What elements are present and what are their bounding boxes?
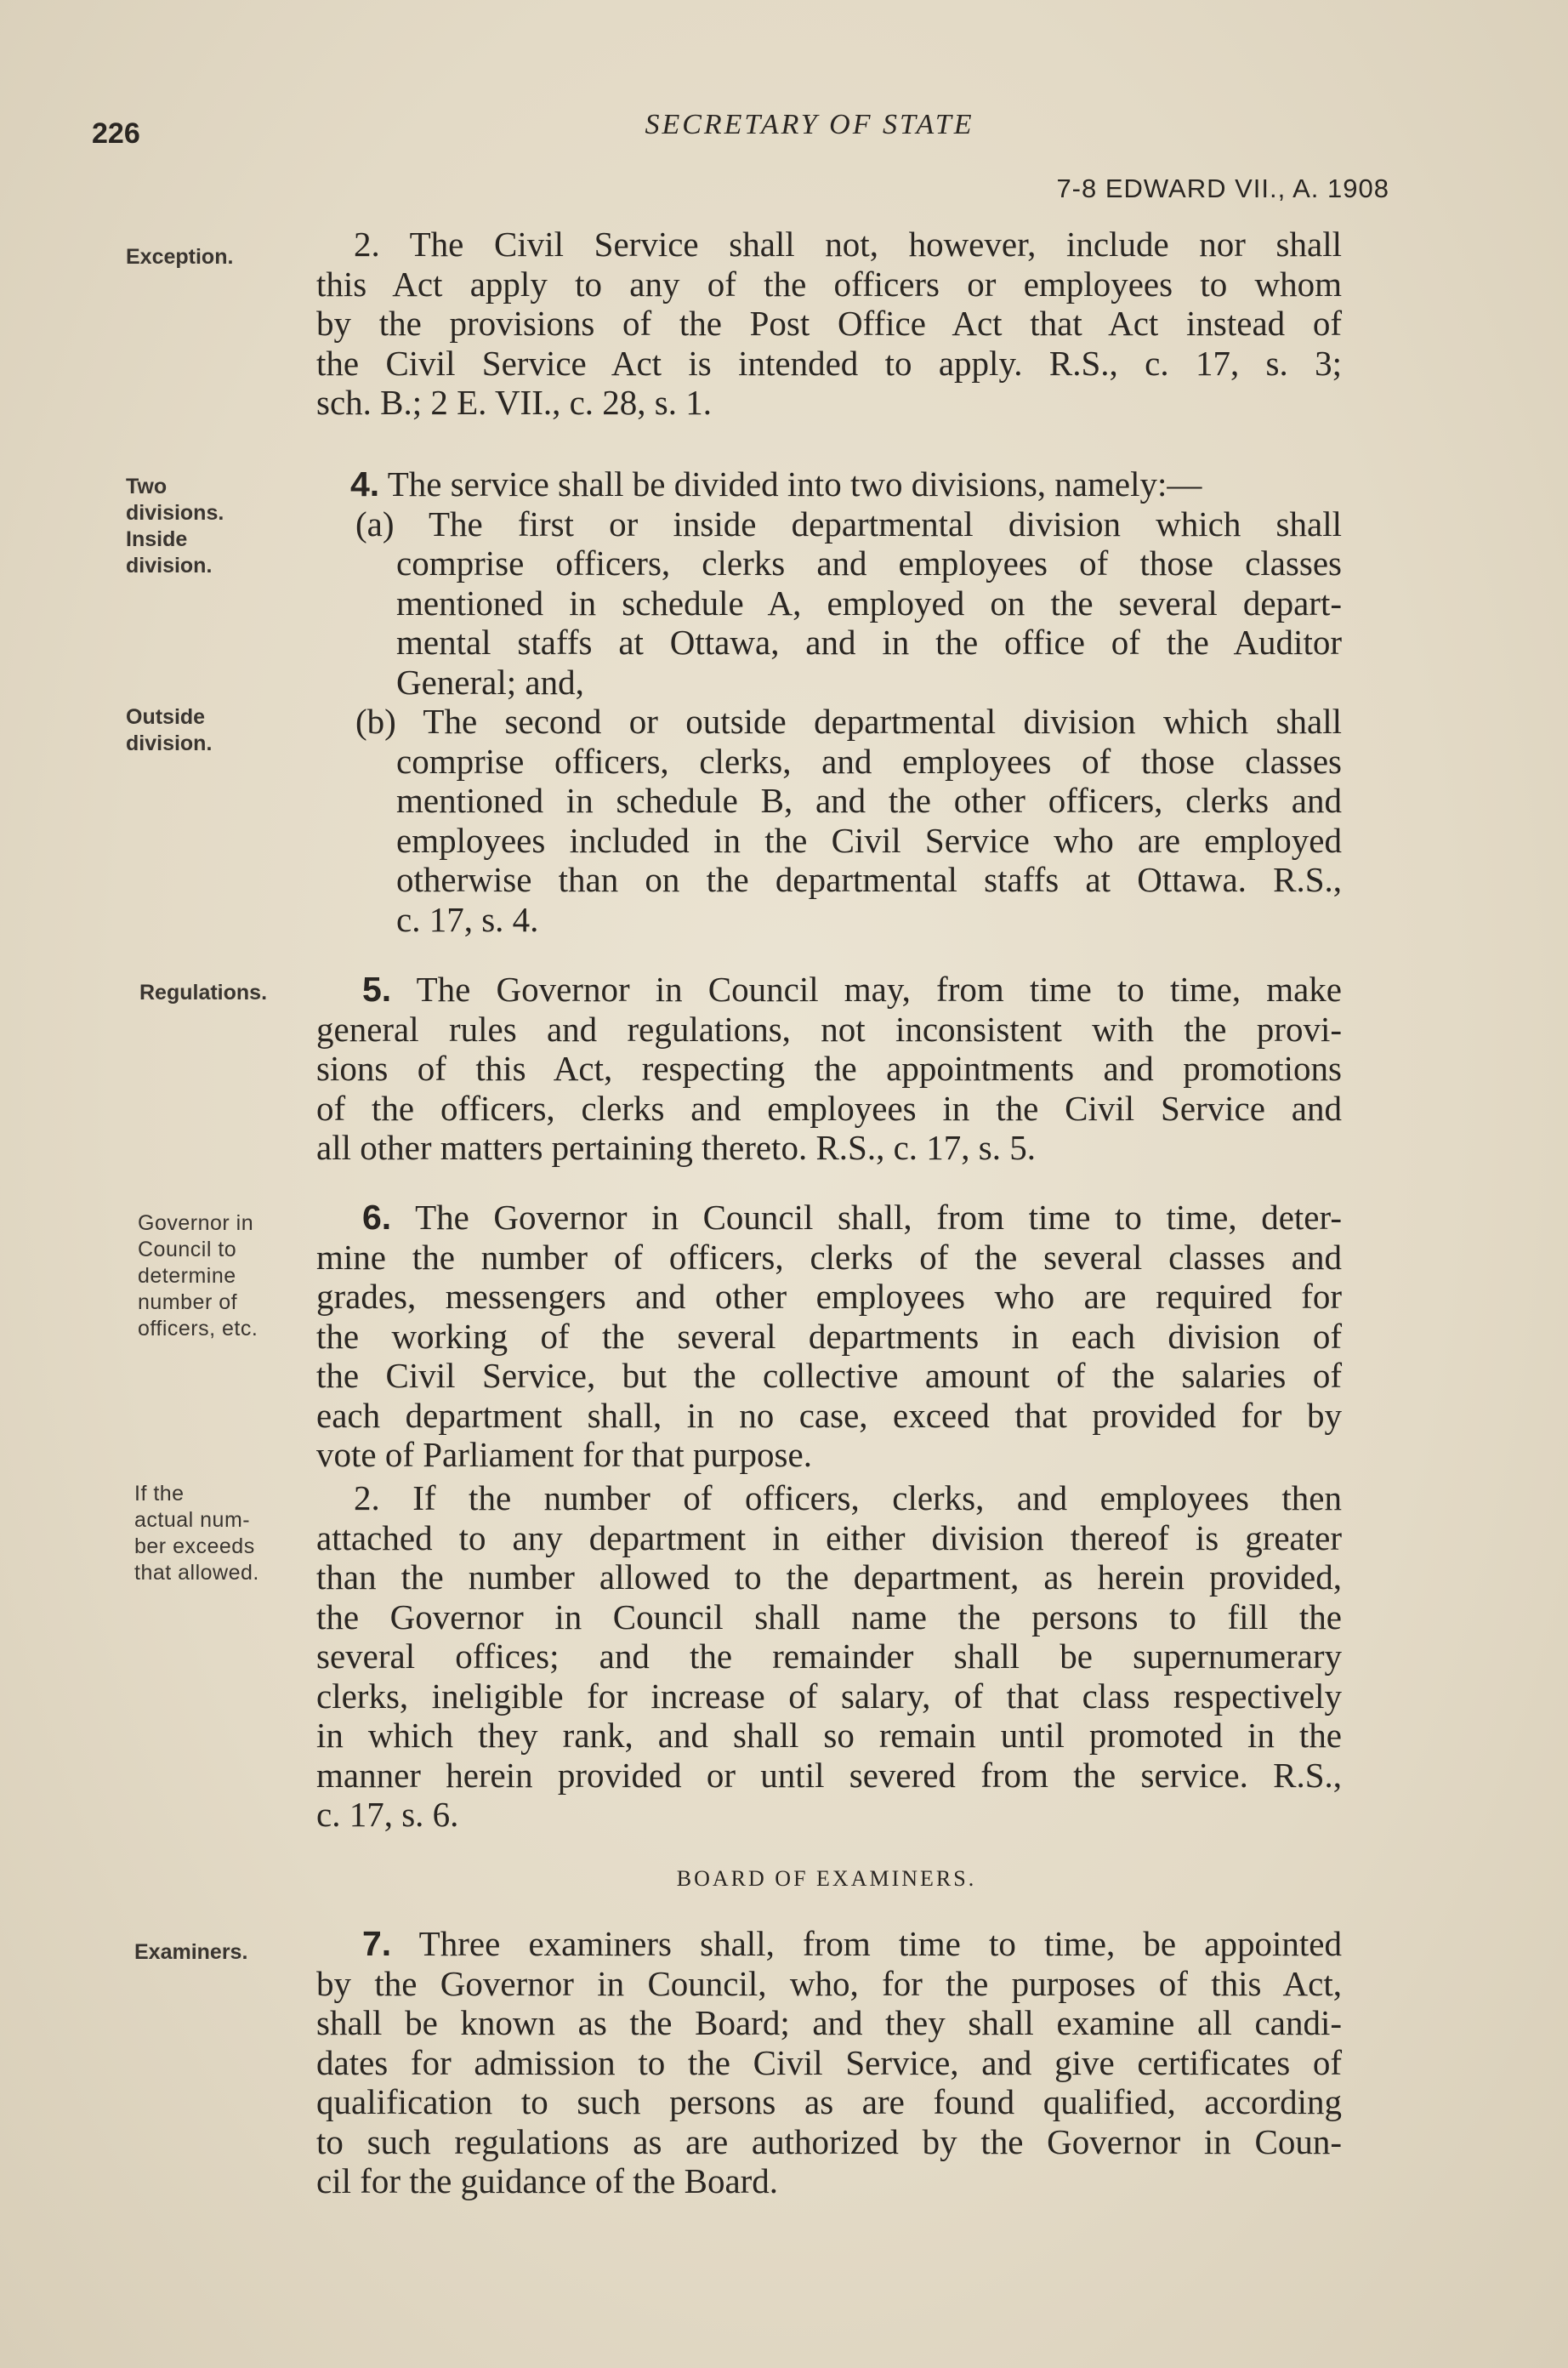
margin-note-line: If the <box>134 1482 185 1506</box>
margin-note-line: number of <box>138 1290 238 1314</box>
text-line <box>316 464 1342 504</box>
text-line: grades, messengers and other employees who are required for <box>316 1277 1342 1316</box>
text-line: the Civil Service, but the collective amount of the salaries of <box>316 1356 1342 1395</box>
margin-note-line: Council to <box>138 1238 237 1261</box>
section-heading: BOARD OF EXAMINERS. <box>676 1866 977 1891</box>
margin-note-line: Inside <box>126 527 188 551</box>
margin-note-line: Governor in <box>138 1211 254 1235</box>
text-line: mentioned in schedule B, and the other officers, clerks and <box>396 781 1342 820</box>
text-line: of the officers, clerks and employees in the Civil Service and <box>316 1088 1342 1128</box>
text-line: c. 17, s. 4. <box>396 899 539 939</box>
margin-note-line: actual num- <box>134 1508 251 1532</box>
session-label: 7-8 EDWARD VII., A. 1908 <box>1056 174 1389 203</box>
section-number: 7. <box>362 1924 392 1963</box>
section-number: 4. <box>350 464 380 504</box>
section-intro: The service shall be divided into two divisions, namely:— <box>387 464 1202 504</box>
section-7 <box>316 1924 1342 2201</box>
section-3-subsection-2 <box>316 225 1342 423</box>
text-line: dates for admission to the Civil Service, and give certificates of <box>316 2042 1342 2082</box>
text-line: sch. B.; 2 E. VII., c. 28, s. 1. <box>316 383 713 422</box>
text-span: The Governor in Council may, from time to time, make <box>416 970 1342 1009</box>
text-line: employees included in the Civil Service who are employed <box>396 820 1342 860</box>
text-line: several offices; and the remainder shall be supernumerary <box>316 1637 1342 1676</box>
margin-note-line: officers, etc. <box>138 1317 258 1341</box>
text-line: mine the number of officers, clerks of the several classes and <box>316 1237 1342 1277</box>
text-line: clerks, ineligible for increase of salary, of that class respectively <box>316 1676 1342 1716</box>
text-line: General; and, <box>396 662 584 702</box>
text-span: Three examiners shall, from time to time, be appointed <box>418 1924 1342 1963</box>
margin-note-line: determine <box>138 1264 236 1288</box>
text-line: shall be known as the Board; and they shall examine all candi- <box>316 2003 1342 2042</box>
running-title: SECRETARY OF STATE <box>645 109 974 140</box>
text-line: 2. If the number of officers, clerks, and employees then <box>354 1478 1342 1517</box>
section-6 <box>316 1198 1342 1475</box>
margin-note-regulations: Regulations. <box>139 981 268 1005</box>
margin-note-line: Two <box>126 475 168 498</box>
margin-note-two-divisions <box>126 474 321 579</box>
page-number: 226 <box>92 117 140 150</box>
margin-note-outside-division <box>126 704 321 757</box>
text-line: in which they rank, and shall so remain until promoted in the <box>316 1716 1342 1755</box>
text-line: manner herein provided or until severed from the service. R.S., <box>316 1755 1342 1795</box>
text-line <box>316 1198 1342 1238</box>
text-line: attached to any department in either division thereof is greater <box>316 1517 1342 1557</box>
text-line: (a) The first or inside departmental division which shall <box>355 504 1342 544</box>
text-line: otherwise than on the departmental staffs at Ottawa. R.S., <box>396 860 1342 899</box>
text-line: all other matters pertaining thereto. R.S., c. 17, s. 5. <box>316 1128 1037 1167</box>
margin-note-examiners: Examiners. <box>134 1940 248 1964</box>
text-line: than the number allowed to the department, as herein provided, <box>316 1557 1342 1597</box>
margin-note-line: ber exceeds <box>134 1534 255 1558</box>
text-line: general rules and regulations, not inconsistent with the provi- <box>316 1009 1342 1049</box>
text-line: c. 17, s. 6. <box>316 1795 459 1834</box>
text-line: qualification to such persons as are found qualified, according <box>316 2082 1342 2121</box>
text-line: (b) The second or outside departmental division which shall <box>355 702 1342 741</box>
section-4 <box>316 464 1342 939</box>
text-line: mental staffs at Ottawa, and in the office of the Auditor <box>396 623 1342 662</box>
margin-note-exception: Exception. <box>126 245 234 269</box>
text-line: 2. The Civil Service shall not, however, include nor shall <box>354 225 1342 264</box>
section-6-subsection-2 <box>316 1478 1342 1835</box>
margin-note-line: division. <box>126 731 213 755</box>
text-line: this Act apply to any of the officers or employees to whom <box>316 264 1342 304</box>
text-line: sions of this Act, respecting the appointments and promotions <box>316 1049 1342 1088</box>
text-line <box>316 970 1342 1010</box>
margin-note-line: Outside <box>126 705 206 729</box>
text-line: by the provisions of the Post Office Act that Act instead of <box>316 304 1342 343</box>
text-line: each department shall, in no case, exceed that provided for by <box>316 1395 1342 1435</box>
text-line: the working of the several departments in each division of <box>316 1316 1342 1356</box>
text-line: vote of Parliament for that purpose. <box>316 1435 812 1474</box>
section-number: 5. <box>362 970 392 1009</box>
text-span: The Governor in Council shall, from time to time, deter- <box>415 1198 1342 1237</box>
margin-note-line: divisions. <box>126 501 224 525</box>
text-line <box>316 1924 1342 1964</box>
text-line: to such regulations as are authorized by the Governor in Coun- <box>316 2121 1342 2161</box>
text-line: comprise officers, clerks, and employees of those classes <box>396 741 1342 781</box>
text-line: cil for the guidance of the Board. <box>316 2161 779 2200</box>
margin-note-governor <box>138 1210 333 1342</box>
margin-note-line: that allowed. <box>134 1561 259 1585</box>
text-line: mentioned in schedule A, employed on the several depart- <box>396 583 1342 623</box>
margin-note-line: division. <box>126 554 213 578</box>
text-line: comprise officers, clerks and employees of those classes <box>396 544 1342 583</box>
text-line: the Civil Service Act is intended to apply. R.S., c. 17, s. 3; <box>316 343 1342 383</box>
margin-note-if-actual <box>134 1481 330 1586</box>
text-line: by the Governor in Council, who, for the purposes of this Act, <box>316 1963 1342 2003</box>
section-5 <box>316 970 1342 1168</box>
section-number: 6. <box>362 1198 392 1237</box>
text-line: the Governor in Council shall name the persons to fill the <box>316 1597 1342 1637</box>
